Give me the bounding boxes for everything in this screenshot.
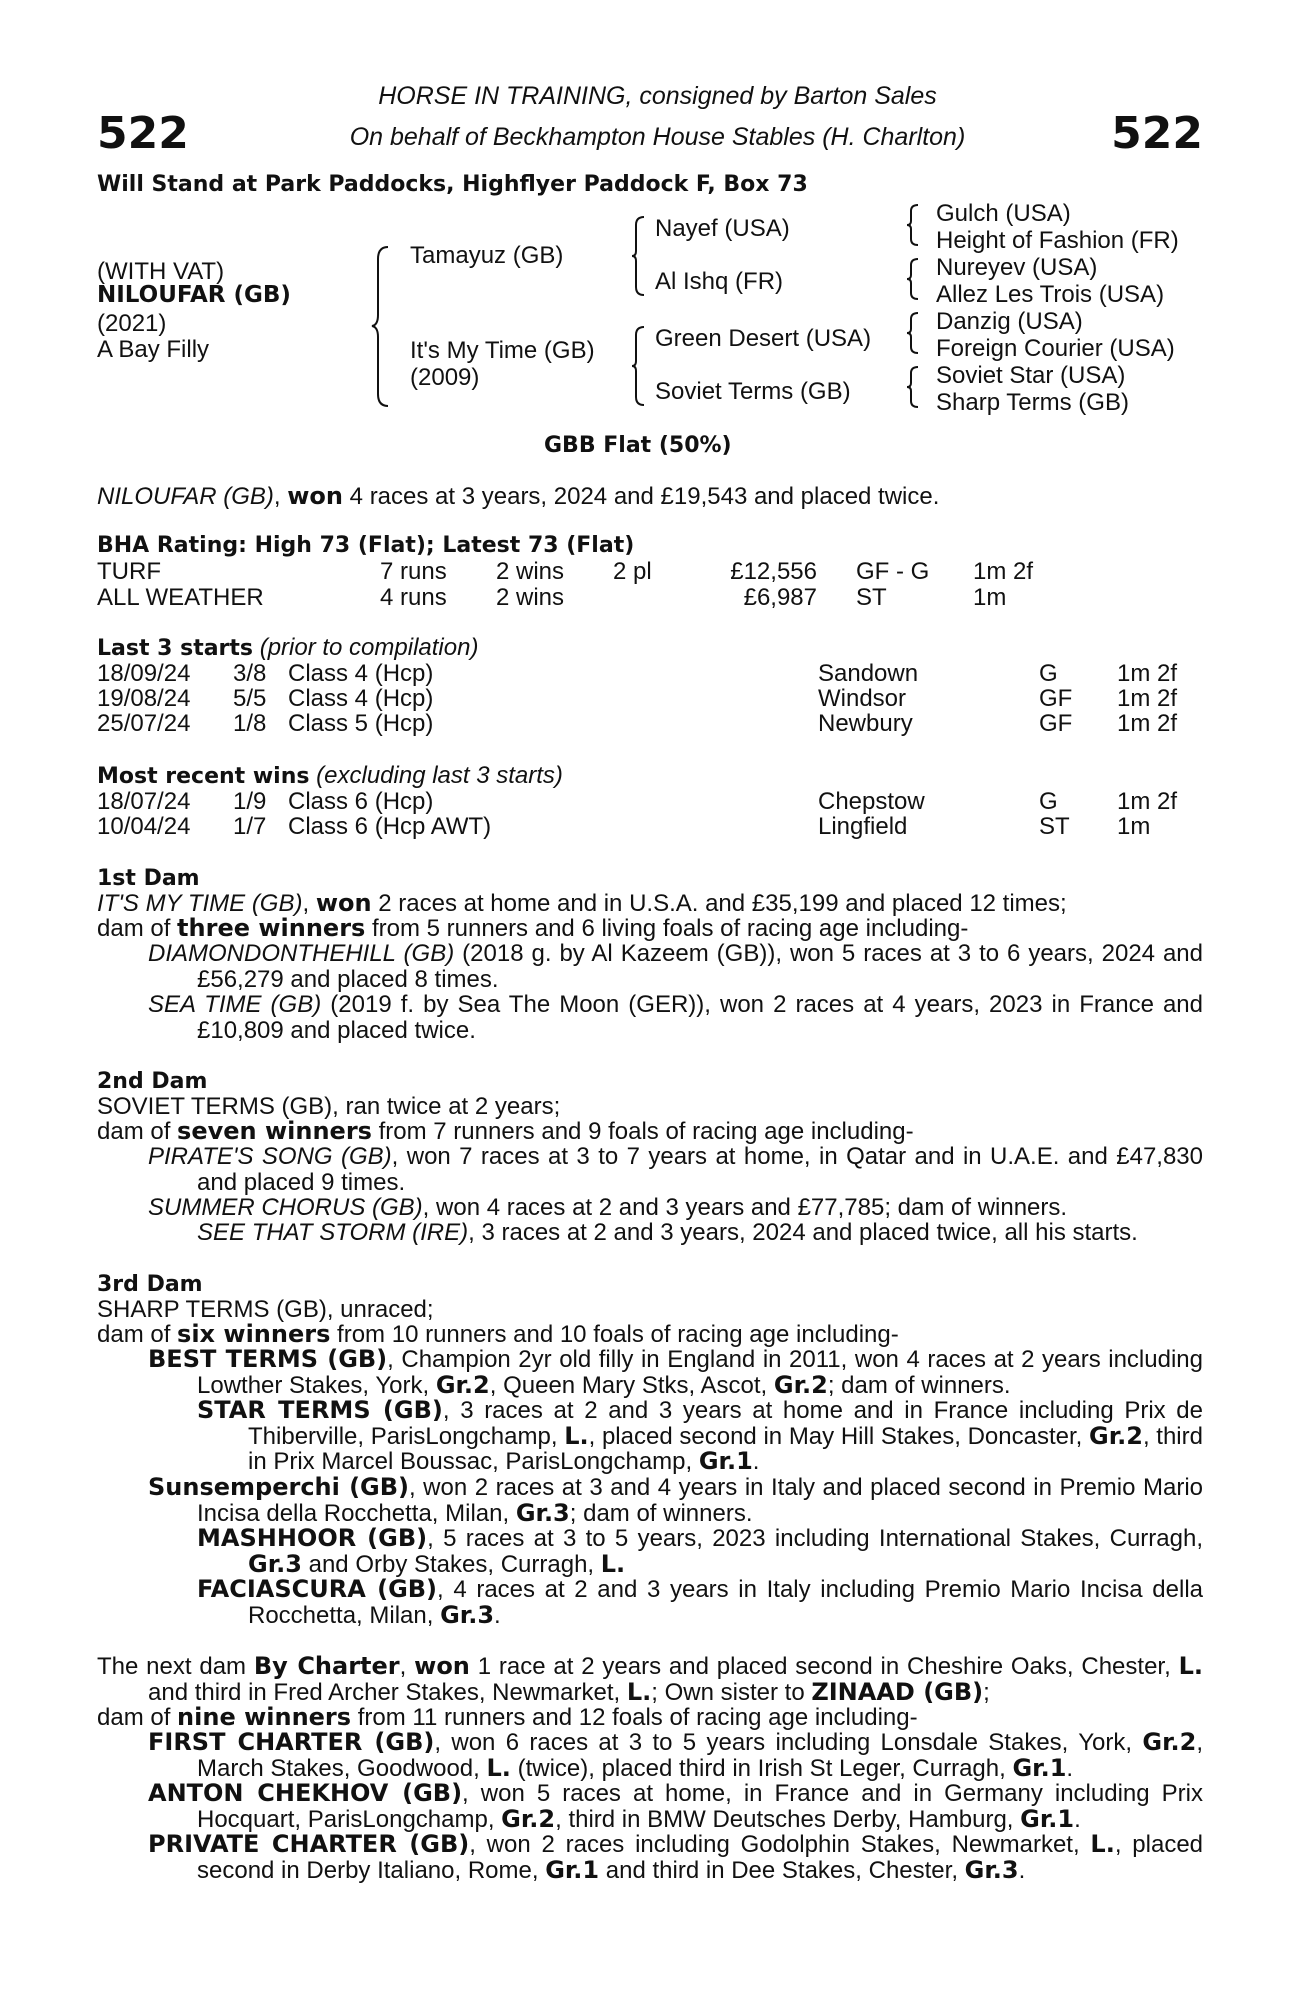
bha-runs: 7 runs [380,558,447,585]
last3-heading: Last 3 starts (prior to compilation) [97,634,479,661]
next-dam-record: The next dam By Charter, won 1 race at 2 years and placed second in Cheshire Oaks, Chester, L. and third in Fred Archer Stakes, Newmarket, L.; Own sister to ZINAAD (GB); [97,1652,1204,1706]
start-date: 19/08/24 [97,685,191,712]
brace-1 [906,203,920,247]
bha-rating: BHA Rating: High 73 (Flat); Latest 73 (Flat) [97,533,635,558]
win-course: Lingfield [818,813,908,840]
third-dam-progeny: Sunsemperchi (GB), won 2 races at 3 and 4 years in Italy and placed second in Premio Mario Incisa della Rocchetta, Milan, Gr.3; dam of winners. [148,1473,1203,1527]
win-going: ST [1039,813,1070,840]
third-dam-produce: dam of six winners from 10 runners and 10 foals of racing age including- [97,1320,899,1348]
start-position: 1/8 [233,710,267,737]
race-summary: NILOUFAR (GB), won 4 races at 3 years, 2024 and £19,543 and placed twice. [97,482,940,510]
bha-wins: 2 wins [496,558,565,585]
start-going: G [1039,660,1058,687]
third-dam-record: SHARP TERMS (GB), unraced; [97,1296,434,1323]
first-dam-heading: 1st Dam [97,866,200,891]
bha-going: ST [856,584,887,611]
sire-sire: Nayef (USA) [655,215,790,242]
consignment-line: HORSE IN TRAINING, consigned by Barton Sales [378,82,937,110]
start-distance: 1m 2f [1117,660,1178,687]
consignor-line: On behalf of Beckhampton House Stables (H. Charlton) [349,123,966,151]
sire-line-brace [630,215,646,297]
sire-dam-brace [370,245,392,408]
gbb-status: GBB Flat (50%) [544,433,732,458]
stand-location: Will Stand at Park Paddocks, Highflyer Paddock F, Box 73 [97,172,808,197]
ped-ssd: Height of Fashion (FR) [936,227,1179,254]
second-dam-progeny: SUMMER CHORUS (GB), won 4 races at 2 and 3 years and £77,785; dam of winners. [148,1194,1068,1221]
brace-4 [906,365,920,409]
first-dam-produce: dam of three winners from 5 runners and 6 living foals of racing age including- [97,914,969,942]
win-class: Class 6 (Hcp) [288,788,434,815]
first-dam-progeny: SEA TIME (GB) (2019 f. by Sea The Moon (GER)), won 2 races at 4 years, 2023 in France and £10,809 and placed twice. [148,991,1204,1044]
start-date: 18/09/24 [97,660,191,687]
start-going: GF [1039,710,1073,737]
horse-year: (2021) [97,310,167,337]
horse-name: NILOUFAR (GB) [97,282,291,308]
third-dam-progeny: BEST TERMS (GB), Champion 2yr old filly in England in 2011, won 4 races at 2 years including Lowther Stakes, York, Gr.2, Queen Mary Stks, Ascot, Gr.2; dam of winners. [148,1345,1203,1399]
second-dam-heading: 2nd Dam [97,1069,208,1094]
start-course: Newbury [818,710,913,737]
bha-surface-turf: TURF [97,558,161,585]
dam-line-brace [630,325,646,407]
bha-prize: £6,987 [743,584,817,611]
ped-sss: Gulch (USA) [936,200,1071,227]
dam: It's My Time (GB) [410,337,595,364]
dam-dam: Soviet Terms (GB) [655,378,851,405]
dam-sire: Green Desert (USA) [655,325,872,352]
start-distance: 1m 2f [1117,710,1178,737]
recent-wins-heading: Most recent wins (excluding last 3 starts) [97,762,563,789]
horse-description: A Bay Filly [97,336,210,363]
lot-number-right: 522 [1111,108,1203,159]
third-dam-grand-progeny: STAR TERMS (GB), 3 races at 2 and 3 years at home and in France including Prix de Thiberville, ParisLongchamp, L., placed second in May Hill Stakes, Doncaster, Gr.2, third in Prix Marcel Boussac, ParisLongchamp, Gr.1. [197,1396,1203,1475]
next-dam-progeny: FIRST CHARTER (GB), won 6 races at 3 to 5 years including Lonsdale Stakes, York, Gr.2, March Stakes, Goodwood, L. (twice), placed third in Irish St Leger, Curragh, Gr.1. [148,1728,1204,1782]
ped-dds: Soviet Star (USA) [936,362,1126,389]
win-class: Class 6 (Hcp AWT) [288,813,492,840]
lot-number-left: 522 [97,108,189,159]
bha-distance: 1m 2f [973,558,1034,585]
start-course: Windsor [818,685,907,712]
third-dam-grand-progeny: MASHHOOR (GB), 5 races at 3 to 5 years, 2023 including International Stakes, Curragh, Gr.3 and Orby Stakes, Curragh, L. [197,1524,1203,1578]
second-dam-progeny: PIRATE'S SONG (GB), won 7 races at 3 to 7 years at home, in Qatar and in U.A.E. and £47,830 and placed 9 times. [148,1143,1204,1196]
first-dam-record: IT'S MY TIME (GB), won 2 races at home and in U.S.A. and £35,199 and placed 12 times; [97,889,1067,917]
second-dam-produce: dam of seven winners from 7 runners and 9 foals of racing age including- [97,1117,914,1145]
next-dam-progeny: ANTON CHEKHOV (GB), won 5 races at home, in France and in Germany including Prix Hocquart, ParisLongchamp, Gr.2, third in BMW Deutsches Derby, Hamburg, Gr.1. [148,1779,1203,1833]
next-dam-progeny: PRIVATE CHARTER (GB), won 2 races including Godolphin Stakes, Newmarket, L., placed second in Derby Italiano, Rome, Gr.1 and third in Dee Stakes, Chester, Gr.3. [148,1830,1204,1884]
bha-surface-aw: ALL WEATHER [97,584,264,611]
brace-2 [906,257,920,301]
third-dam-grand-progeny: FACIASCURA (GB), 4 races at 2 and 3 years in Italy including Premio Mario Incisa della Rocchetta, Milan, Gr.3. [197,1575,1203,1629]
bha-prize: £12,556 [730,558,817,585]
start-going: GF [1039,685,1073,712]
sire-dam: Al Ishq (FR) [655,268,784,295]
win-date: 18/07/24 [97,788,191,815]
bha-placed: 2 pl [613,558,652,585]
start-class: Class 5 (Hcp) [288,710,434,737]
start-position: 5/5 [233,685,267,712]
win-date: 10/04/24 [97,813,191,840]
next-dam-produce: dam of nine winners from 11 runners and 12 foals of racing age including- [97,1703,918,1731]
brace-3 [906,311,920,355]
ped-sds: Nureyev (USA) [936,254,1098,281]
win-distance: 1m [1117,813,1151,840]
start-date: 25/07/24 [97,710,191,737]
second-dam-grand-progeny: SEE THAT STORM (IRE), 3 races at 2 and 3 years, 2024 and placed twice, all his starts. [197,1219,1138,1246]
win-going: G [1039,788,1058,815]
sire: Tamayuz (GB) [410,242,564,269]
start-class: Class 4 (Hcp) [288,685,434,712]
win-position: 1/9 [233,788,267,815]
start-distance: 1m 2f [1117,685,1178,712]
start-class: Class 4 (Hcp) [288,660,434,687]
bha-going: GF - G [856,558,930,585]
ped-dss: Danzig (USA) [936,308,1083,335]
win-position: 1/7 [233,813,267,840]
second-dam-record: SOVIET TERMS (GB), ran twice at 2 years; [97,1093,561,1120]
win-course: Chepstow [818,788,925,815]
win-distance: 1m 2f [1117,788,1178,815]
bha-wins: 2 wins [496,584,565,611]
start-position: 3/8 [233,660,267,687]
ped-ddd: Sharp Terms (GB) [936,389,1129,416]
start-course: Sandown [818,660,919,687]
bha-runs: 4 runs [380,584,447,611]
vat-note: (WITH VAT) [97,258,225,285]
ped-sdd: Allez Les Trois (USA) [936,281,1165,308]
third-dam-heading: 3rd Dam [97,1272,203,1297]
first-dam-progeny: DIAMONDONTHEHILL (GB) (2018 g. by Al Kazeem (GB)), won 5 races at 3 to 6 years, 2024 and £56,279 and placed 8 times. [148,940,1204,993]
dam-year: (2009) [410,364,480,391]
ped-dsd: Foreign Courier (USA) [936,335,1175,362]
bha-distance: 1m [973,584,1007,611]
